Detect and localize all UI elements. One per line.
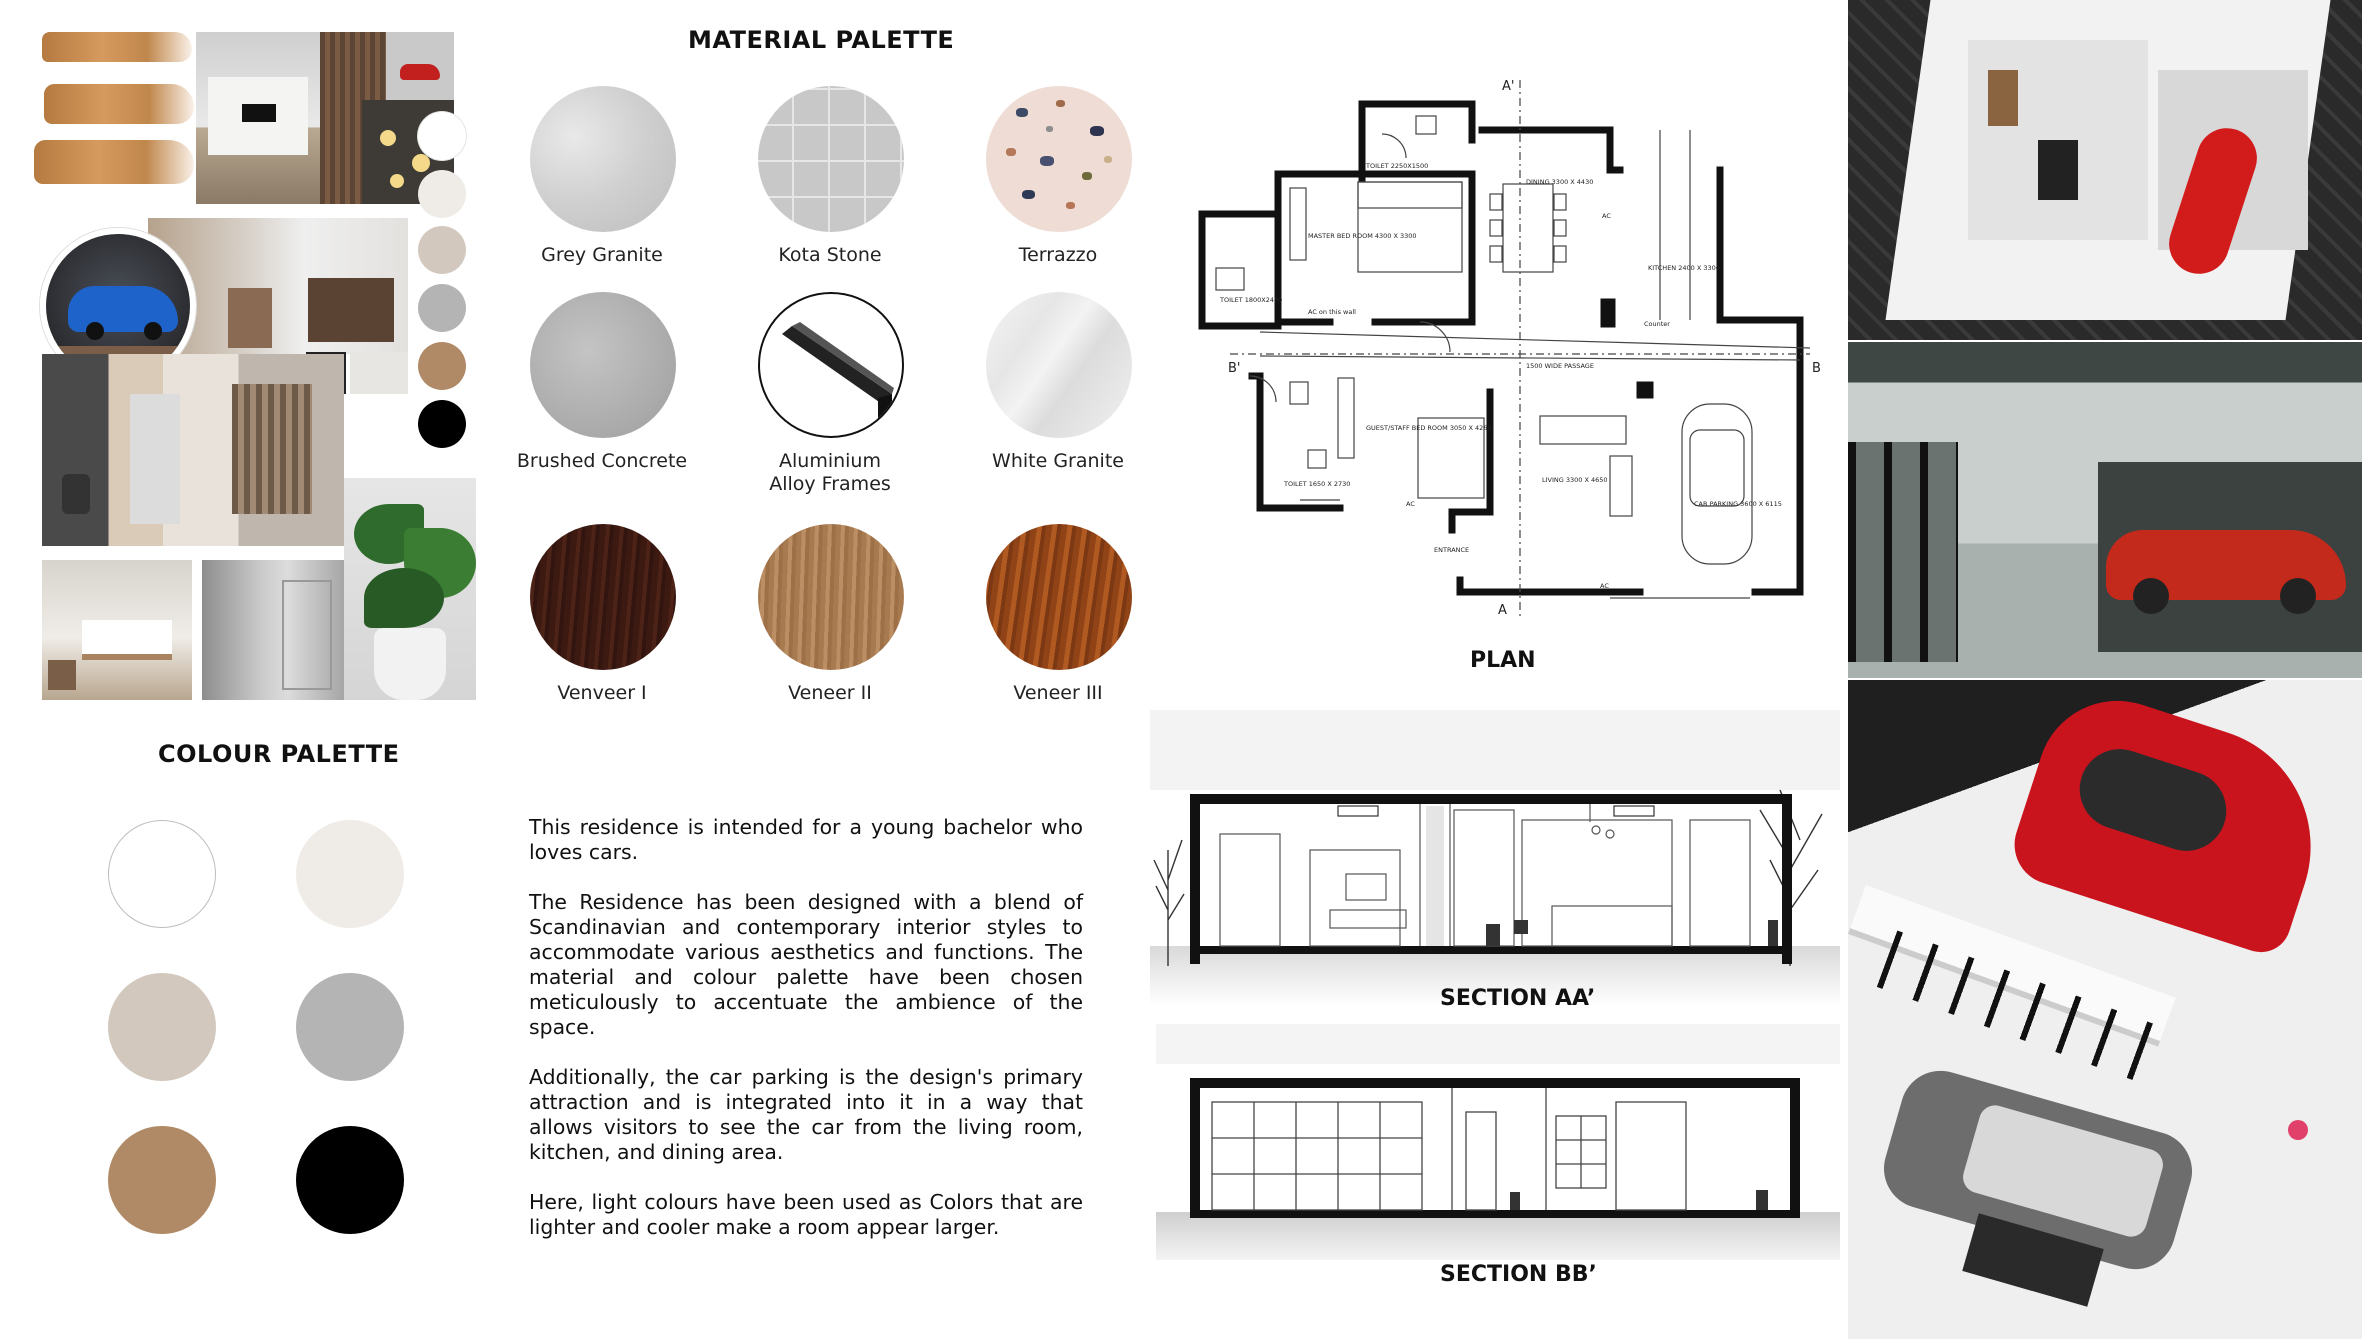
material-label: Venveer I	[557, 682, 647, 704]
plan-room-label: ENTRANCE	[1434, 546, 1470, 554]
paint-stroke-1	[42, 32, 192, 62]
veneer-dark-swatch	[530, 524, 676, 670]
material-terrazzo	[938, 86, 1178, 316]
model-photo-front-view	[1848, 342, 2362, 678]
material-label: Grey Granite	[541, 244, 663, 266]
plan-room-label: Counter	[1644, 320, 1670, 328]
plan-room-label: AC on this wall	[1308, 308, 1356, 316]
description-paragraph: This residence is intended for a young bachelor who loves cars.	[529, 815, 1083, 864]
white-granite-swatch	[986, 292, 1132, 438]
plan-room-label: KITCHEN 2400 X 3300	[1648, 264, 1720, 272]
plan-room-label: DINING 3300 X 4430	[1526, 178, 1594, 186]
terrazzo-swatch	[986, 86, 1132, 232]
description-paragraph: The Residence has been designed with a blend of Scandinavian and contemporary interior styles to accommodate various aesthetics and functions. The material and colour palette have been chosen meticulously to accentuate the ambience of the space.	[529, 890, 1083, 1039]
moodboard-red-car-image	[386, 32, 454, 100]
moodboard-swatch-dot	[418, 400, 466, 448]
material-label: Kota Stone	[778, 244, 882, 266]
material-label: Veneer II	[788, 682, 872, 704]
model-photo-top-view	[1848, 0, 2362, 340]
material-veneer-1	[482, 524, 722, 754]
veneer-light-swatch	[758, 524, 904, 670]
floor-plan-drawing	[1190, 70, 1830, 630]
model-photo-perspective-view	[1848, 680, 2362, 1339]
description-paragraph: Here, light colours have been used as Colors that are lighter and cooler make a room appear larger.	[529, 1190, 1083, 1239]
plan-room-label: TOILET 2250X1500	[1366, 162, 1429, 170]
moodboard-swatch-dot	[418, 342, 466, 390]
material-label: Terrazzo	[1018, 244, 1098, 266]
brushed-concrete-swatch	[530, 292, 676, 438]
paint-stroke-3	[34, 140, 194, 184]
colour-swatch-white	[108, 820, 216, 928]
moodboard-bathroom-image	[202, 560, 344, 700]
material-aluminium-alloy-frames	[710, 292, 950, 522]
plan-room-label: LIVING 3300 X 4650	[1542, 476, 1608, 484]
plan-room-label: AC	[1602, 212, 1611, 220]
material-kota-stone	[710, 86, 950, 316]
material-white-granite	[938, 292, 1178, 522]
paint-stroke-2	[44, 84, 194, 124]
moodboard-monstera-plant-image	[344, 478, 476, 700]
plan-caption: PLAN	[1470, 648, 1536, 673]
plan-room-label: GUEST/STAFF BED ROOM 3050 X 4260	[1366, 424, 1492, 432]
material-label: Veneer III	[1013, 682, 1103, 704]
plan-room-label: TOILET 1650 X 2730	[1284, 480, 1351, 488]
colour-swatch-tan	[108, 1126, 216, 1234]
colour-palette-title: COLOUR PALETTE	[158, 740, 400, 768]
moodboard-swatch-dot	[418, 226, 466, 274]
grey-granite-swatch	[530, 86, 676, 232]
material-label: Brushed Concrete	[516, 450, 688, 472]
aluminium-frame-illustration	[760, 294, 902, 436]
colour-swatch-greige	[108, 973, 216, 1081]
section-mark-b-right: B	[1812, 361, 1821, 376]
section-aa-caption: SECTION AA’	[1440, 986, 1596, 1011]
moodboard-swatch-dot	[418, 112, 466, 160]
material-label: Aluminium Alloy Frames	[769, 450, 891, 495]
plan-room-label: AC	[1406, 500, 1415, 508]
material-grey-granite	[482, 86, 722, 316]
moodboard-wardrobe-image	[42, 354, 344, 546]
moodboard-swatch-dot	[418, 170, 466, 218]
material-veneer-3	[938, 524, 1178, 754]
section-mark-a-bottom: A	[1498, 603, 1507, 618]
design-description	[529, 815, 1083, 1265]
section-bb-caption: SECTION BB’	[1440, 1262, 1597, 1287]
material-veneer-2	[710, 524, 950, 754]
colour-swatch-off-white	[296, 820, 404, 928]
plan-room-label: 1500 WIDE PASSAGE	[1526, 362, 1594, 370]
plan-room-label: CAR PARKING 3600 X 6115	[1694, 500, 1782, 508]
moodboard-bedroom-image	[42, 560, 192, 700]
veneer-teak-swatch	[986, 524, 1132, 670]
material-brushed-concrete	[482, 292, 722, 522]
aluminium-frame-swatch	[758, 292, 904, 438]
moodboard-swatch-dot	[418, 284, 466, 332]
colour-swatch-black	[296, 1126, 404, 1234]
material-palette-title: MATERIAL PALETTE	[688, 26, 955, 54]
section-mark-b-left: B'	[1228, 361, 1241, 376]
plan-room-label: TOILET 1800X2400	[1220, 296, 1283, 304]
material-label: White Granite	[992, 450, 1124, 472]
plan-room-label: AC	[1600, 582, 1609, 590]
kota-stone-swatch	[758, 86, 904, 232]
section-mark-a-top: A'	[1502, 79, 1515, 94]
plan-room-label: MASTER BED ROOM 4300 X 3300	[1308, 232, 1417, 240]
section-bb-drawing	[1156, 1024, 1840, 1260]
description-paragraph: Additionally, the car parking is the design's primary attraction and is integrated into it in a way that allows visitors to see the car from the living room, kitchen, and dining area.	[529, 1065, 1083, 1164]
colour-swatch-grey	[296, 973, 404, 1081]
moodboard-desk-image	[350, 352, 408, 394]
section-aa-drawing	[1150, 710, 1840, 1006]
